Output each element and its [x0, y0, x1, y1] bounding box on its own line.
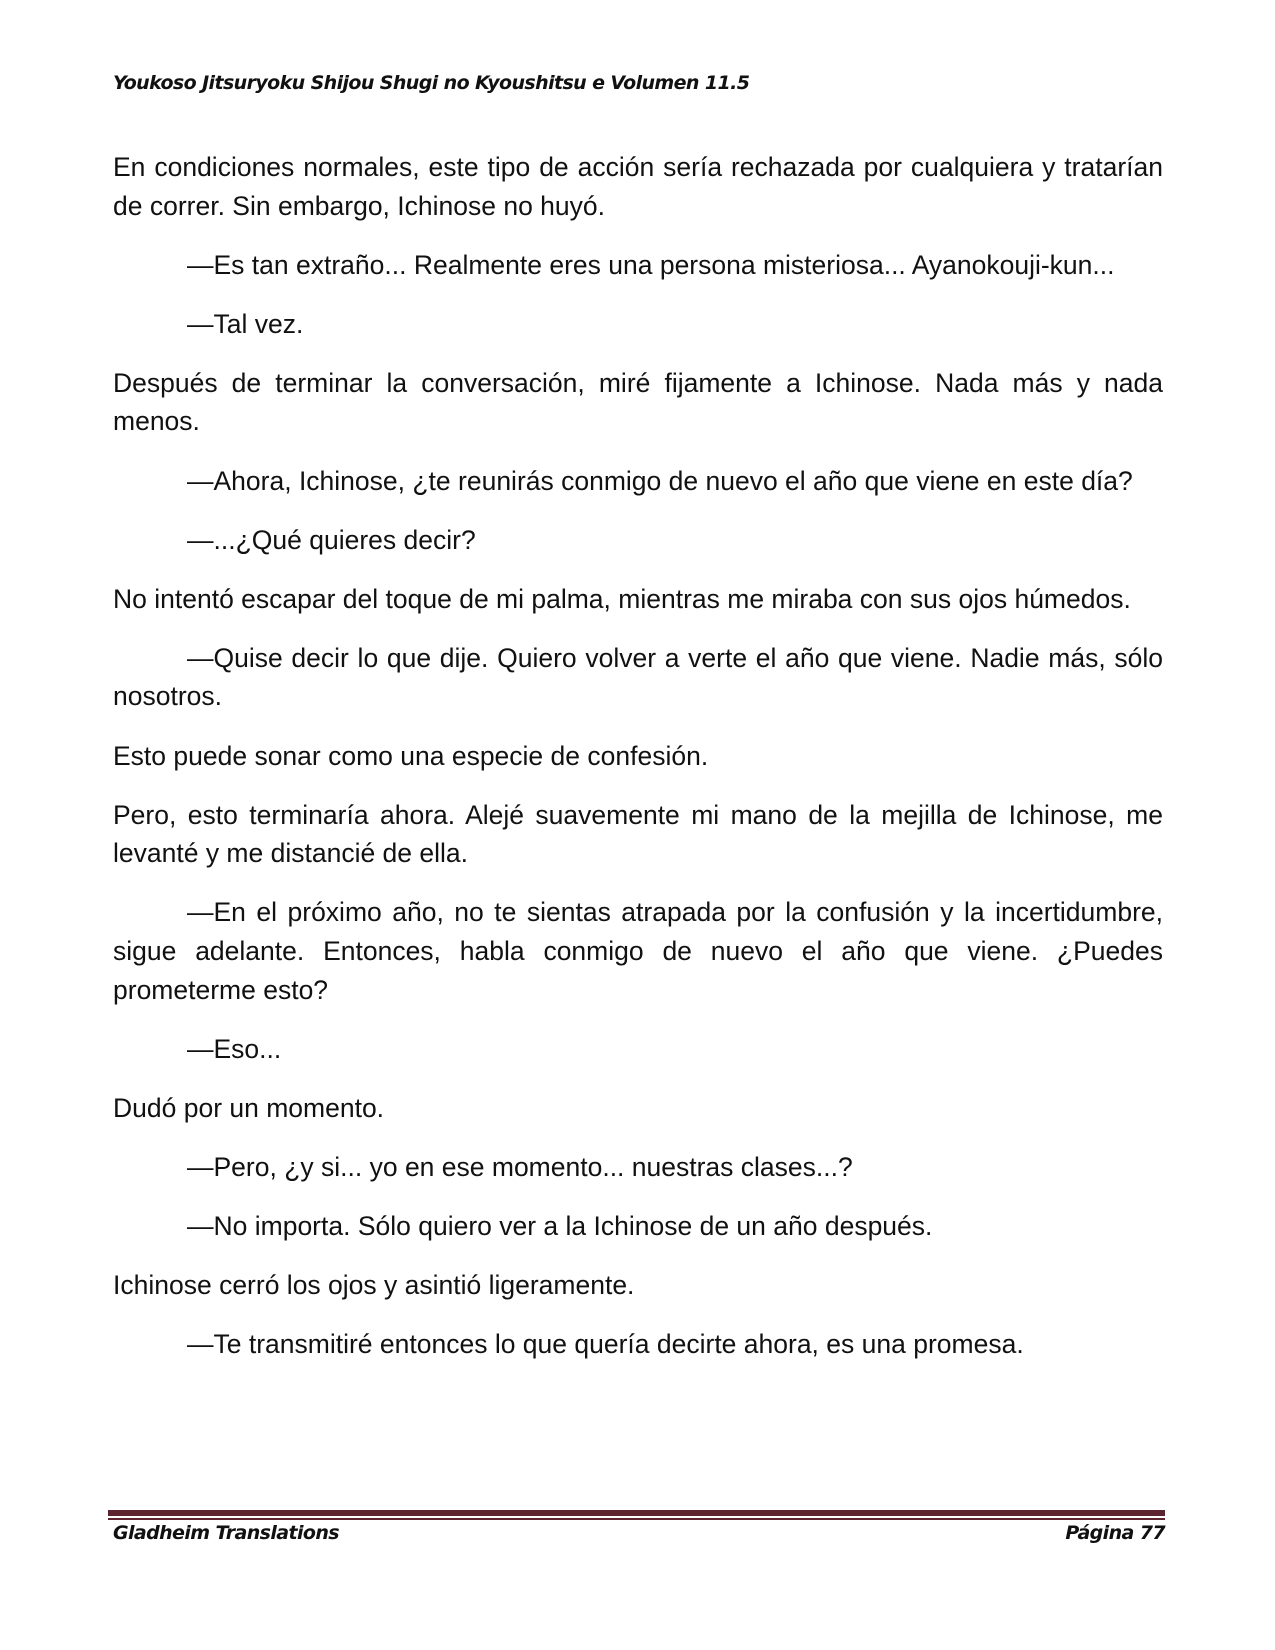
paragraph-dialogue: —...¿Qué quieres decir? [187, 524, 476, 555]
page-header-title: Youkoso Jitsuryoku Shijou Shugi no Kyoushitsu e Volumen 11.5 [113, 72, 750, 94]
paragraph-dialogue: —Es tan extraño... Realmente eres una persona misteriosa... Ayanokouji-kun... [187, 249, 1115, 280]
footer-translator: Gladheim Translations [113, 1522, 339, 1544]
footer-divider-thin [108, 1518, 1165, 1520]
paragraph-narration: En condiciones normales, este tipo de acción sería rechazada por cualquiera y tratarían de correr. Sin embargo, Ichinose no huyó. [113, 152, 1163, 221]
paragraph-dialogue: —Tal vez. [187, 308, 304, 339]
paragraph-narration: No intentó escapar del toque de mi palma, mientras me miraba con sus ojos húmedos. [113, 583, 1131, 614]
paragraph-narration: Esto puede sonar como una especie de confesión. [113, 740, 709, 771]
paragraph-dialogue: —Te transmitiré entonces lo que quería decirte ahora, es una promesa. [187, 1329, 1024, 1360]
footer-divider [108, 1510, 1165, 1520]
paragraph-narration: Después de terminar la conversación, miré fijamente a Ichinose. Nada más y nada menos. [113, 367, 1163, 437]
footer-page-number: Página 77 [1065, 1522, 1165, 1544]
page-body [113, 148, 1163, 1384]
paragraph-narration: Dudó por un momento. [113, 1092, 385, 1123]
paragraph-narration: Ichinose cerró los ojos y asintió ligeramente. [113, 1269, 635, 1300]
paragraph-dialogue: —No importa. Sólo quiero ver a la Ichinose de un año después. [187, 1210, 933, 1241]
paragraph-dialogue: —En el próximo año, no te sientas atrapada por la confusión y la incertidumbre, sigue adelante. Entonces, habla conmigo de nuevo el año que viene. ¿Puedes prometerme esto? [113, 897, 1163, 1005]
paragraph-dialogue: —Quise decir lo que dije. Quiero volver a verte el año que viene. Nadie más, sólo nosotros. [113, 642, 1163, 712]
paragraph-narration: Pero, esto terminaría ahora. Alejé suavemente mi mano de la mejilla de Ichinose, me levanté y me distancié de ella. [113, 799, 1163, 869]
footer-divider-thick [108, 1510, 1165, 1516]
paragraph-dialogue: —Pero, ¿y si... yo en ese momento... nuestras clases...? [187, 1151, 853, 1182]
paragraph-dialogue: —Eso... [187, 1033, 282, 1064]
paragraph-dialogue: —Ahora, Ichinose, ¿te reunirás conmigo de nuevo el año que viene en este día? [187, 465, 1133, 496]
